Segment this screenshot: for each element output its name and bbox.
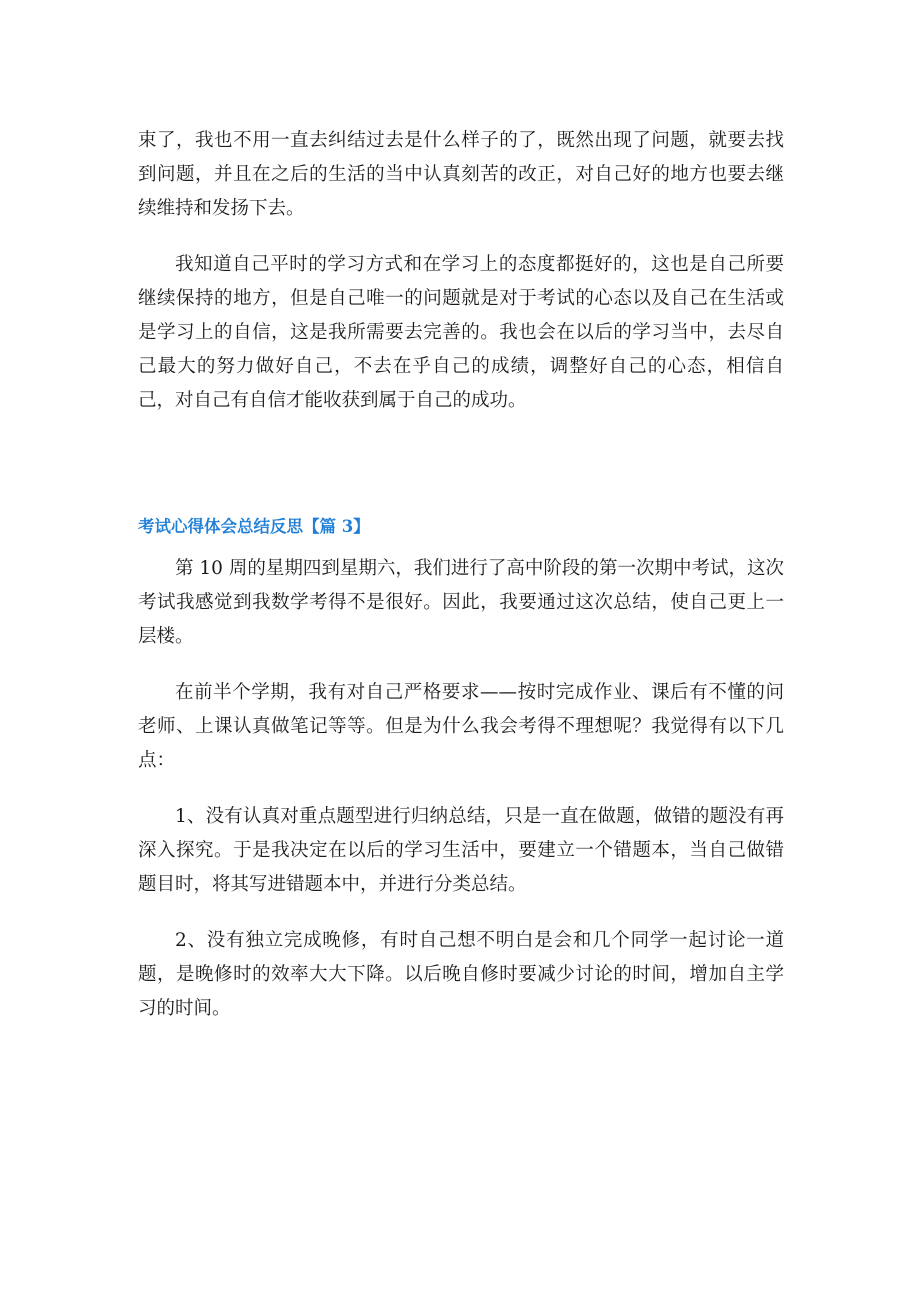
paragraph-semester: 在前半个学期，我有对自己严格要求——按时完成作业、课后有不懂的问老师、上课认真做笔记等等。但是为什么我会考得不理想呢？我觉得有以下几点： xyxy=(138,682,784,771)
section-heading: 考试心得体会总结反思【篇 3】 xyxy=(138,517,370,536)
document-body xyxy=(138,124,784,1026)
paragraph-continuation: 束了，我也不用一直去纠结过去是什么样子的了，既然出现了问题，就要去找到问题，并且在之后的生活的当中认真刻苦的改正，对自己好的地方也要去继续维持和发扬下去。 xyxy=(138,130,784,219)
paragraph-point-2: 2、没有独立完成晚修，有时自己想不明白是会和几个同学一起讨论一道题，是晚修时的效率大大下降。以后晚自修时要减少讨论的时间，增加自主学习的时间。 xyxy=(138,930,784,1019)
paragraph-exam-intro: 第 10 周的星期四到星期六，我们进行了高中阶段的第一次期中考试，这次考试我感觉到我数学考得不是很好。因此，我要通过这次总结，使自己更上一层楼。 xyxy=(138,558,784,647)
paragraph-point-1: 1、没有认真对重点题型进行归纳总结，只是一直在做题，做错的题没有再深入探究。于是我决定在以后的学习生活中，要建立一个错题本，当自己做错题目时，将其写进错题本中，并进行分类总结。 xyxy=(138,806,784,895)
paragraph-self-reflection: 我知道自己平时的学习方式和在学习上的态度都挺好的，这也是自己所要继续保持的地方，但是自己唯一的问题就是对于考试的心态以及自己在生活或是学习上的自信，这是我所需要去完善的。我也会在以后的学习当中，去尽自己最大的努力做好自己，不去在乎自己的成绩，调整好自己的心态，相信自己，对自己有自信才能收获到属于自己的成功。 xyxy=(138,254,784,411)
section-heading-wrap xyxy=(138,512,784,542)
